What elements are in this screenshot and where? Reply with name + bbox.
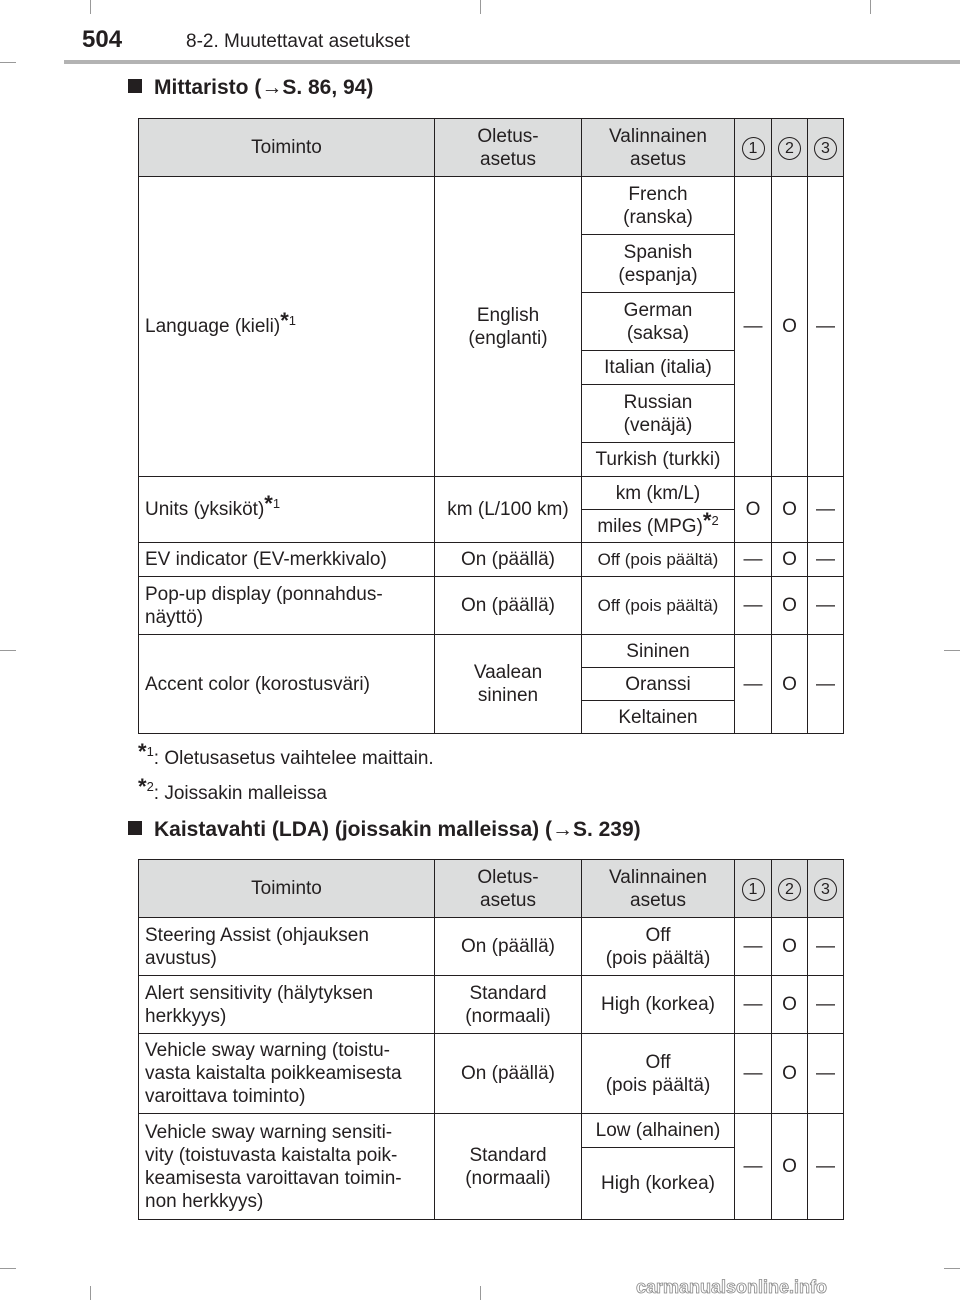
section-heading-text: Mittaristo (→S. 86, 94) <box>154 76 374 99</box>
header-text: Oletus- asetus <box>477 866 539 911</box>
footnote-ref: 1 <box>272 496 281 511</box>
footnote-2 <box>138 774 327 805</box>
chapter-title: 8-2. Muutettavat asetukset <box>186 31 410 52</box>
function-text: Steering Assist (ohjauksen avustus) <box>145 924 369 969</box>
footnote-star: * <box>280 308 289 333</box>
row-ev-function: EV indicator (EV-merkkivalo) <box>139 543 435 577</box>
option-cell: Off (pois päältä) <box>582 577 735 635</box>
option-text: miles (MPG) <box>597 515 703 537</box>
option-cell: Italian (italia) <box>582 351 735 385</box>
section-heading-mittaristo <box>128 76 373 100</box>
crop-mark <box>0 650 16 651</box>
mark-cell-2: O <box>772 1034 808 1114</box>
circled-two-icon: 2 <box>778 137 801 160</box>
default-text: Standard (normaali) <box>465 1144 551 1189</box>
row-sway-default: On (päällä) <box>435 1034 582 1114</box>
crop-mark <box>870 0 871 14</box>
column-header-optional <box>582 119 735 177</box>
mark-cell-2: O <box>772 635 808 734</box>
crop-mark <box>0 1268 16 1269</box>
function-text: Vehicle sway warning (toistu- vasta kaistalta poikkeamisesta varoittava toiminto) <box>145 1040 402 1107</box>
row-ev-default: On (päällä) <box>435 543 582 577</box>
mark-cell-3: — <box>808 1034 844 1114</box>
row-sway-sensitivity-default <box>435 1114 582 1220</box>
column-header-2 <box>772 119 808 177</box>
row-language-default <box>435 177 582 477</box>
default-text: Standard (normaali) <box>465 982 551 1027</box>
row-sway-function <box>139 1034 435 1114</box>
default-text: Vaalean sininen <box>473 662 543 706</box>
function-text: Alert sensitivity (hälytyksen herkkyys) <box>145 982 374 1027</box>
crop-mark <box>90 1286 91 1300</box>
mark-cell-3: — <box>808 543 844 577</box>
footnote-text: : Oletusasetus vaihtelee maittain. <box>153 748 434 769</box>
option-text: Off (pois päältä) <box>605 924 711 969</box>
watermark-text: carmanualsonline.info <box>636 1277 828 1297</box>
row-steering-function <box>139 918 435 976</box>
mark-cell-1: — <box>735 976 772 1034</box>
function-text: Units (yksiköt) <box>145 499 265 520</box>
column-header-2 <box>772 860 808 918</box>
square-bullet-icon <box>128 79 142 93</box>
option-cell: Spanish (espanja) <box>582 235 735 293</box>
mark-cell-3: — <box>808 477 844 543</box>
option-cell: German (saksa) <box>582 293 735 351</box>
mark-cell-2: O <box>772 976 808 1034</box>
option-cell: Sininen <box>582 635 735 668</box>
option-text: Off (pois päältä) <box>605 1051 711 1096</box>
page-number: 504 <box>82 26 123 53</box>
mark-cell-1: O <box>735 477 772 543</box>
column-header-function: Toiminto <box>139 119 435 177</box>
square-bullet-icon <box>128 821 142 835</box>
row-accent-function: Accent color (korostusväri) <box>139 635 435 734</box>
footnote-star: * <box>138 774 147 799</box>
footnote-star: * <box>264 491 273 516</box>
mark-cell-3: — <box>808 918 844 976</box>
option-cell: Low (alhainen) <box>582 1114 735 1148</box>
crop-mark <box>480 1286 481 1300</box>
column-header-default <box>435 119 582 177</box>
row-units-default: km (L/100 km) <box>435 477 582 543</box>
settings-table-mittaristo <box>138 118 844 734</box>
mark-cell-2: O <box>772 1114 808 1220</box>
header-text: Oletus- asetus <box>477 125 539 170</box>
option-cell: High (korkea) <box>582 1148 735 1220</box>
footnote-ref: 2 <box>711 512 719 528</box>
mark-cell-2: O <box>772 918 808 976</box>
mark-cell-3: — <box>808 976 844 1034</box>
footnote-num: 1 <box>146 744 154 759</box>
section-heading-text: Kaistavahti (LDA) (joissakin malleissa) (→S. 239) <box>154 818 641 841</box>
crop-mark <box>90 0 91 14</box>
circled-three-icon: 3 <box>814 878 837 901</box>
option-cell: French (ranska) <box>582 177 735 235</box>
mark-cell-1: — <box>735 635 772 734</box>
option-cell: Off (pois päältä) <box>582 543 735 577</box>
row-popup-default: On (päällä) <box>435 577 582 635</box>
column-header-3 <box>808 119 844 177</box>
crop-mark <box>480 0 481 14</box>
header-text: Valinnainen asetus <box>609 125 707 170</box>
watermark <box>636 1276 956 1298</box>
function-text: Language (kieli) <box>145 316 281 337</box>
row-steering-default: On (päällä) <box>435 918 582 976</box>
crop-mark <box>0 62 16 63</box>
mark-cell-1: — <box>735 1114 772 1220</box>
mark-cell-3: — <box>808 1114 844 1220</box>
footnote-1 <box>138 739 434 770</box>
option-cell: High (korkea) <box>582 976 735 1034</box>
footnote-star: * <box>702 507 712 533</box>
mark-cell-1: — <box>735 918 772 976</box>
circled-one-icon: 1 <box>742 878 765 901</box>
mark-cell-1: — <box>735 177 772 477</box>
circled-two-icon: 2 <box>778 878 801 901</box>
footnote-num: 2 <box>146 779 154 794</box>
mark-cell-2: O <box>772 543 808 577</box>
mark-cell-3: — <box>808 577 844 635</box>
option-cell <box>582 918 735 976</box>
row-alert-default <box>435 976 582 1034</box>
row-units-function <box>139 477 435 543</box>
option-cell: Oranssi <box>582 668 735 701</box>
option-cell: Keltainen <box>582 701 735 734</box>
option-cell <box>582 1034 735 1114</box>
column-header-1 <box>735 860 772 918</box>
section-heading-kaistavahti <box>128 818 641 842</box>
crop-mark <box>944 650 960 651</box>
option-cell: Russian (venäjä) <box>582 385 735 443</box>
header-text: Valinnainen asetus <box>609 866 707 911</box>
row-accent-default <box>435 635 582 734</box>
mark-cell-3: — <box>808 177 844 477</box>
row-popup-function <box>139 577 435 635</box>
header-rule <box>64 60 960 64</box>
footnote-text: : Joissakin malleissa <box>153 783 327 804</box>
circled-one-icon: 1 <box>742 137 765 160</box>
row-alert-function <box>139 976 435 1034</box>
option-cell: km (km/L) <box>582 477 735 510</box>
function-text: Pop-up display (ponnahdus- näyttö) <box>145 583 383 628</box>
column-header-optional <box>582 860 735 918</box>
mark-cell-2: O <box>772 177 808 477</box>
settings-table-kaistavahti <box>138 859 844 1220</box>
crop-mark <box>944 1268 960 1269</box>
footnote-star: * <box>138 739 147 764</box>
mark-cell-1: — <box>735 1034 772 1114</box>
column-header-function: Toiminto <box>139 860 435 918</box>
footnote-ref: 1 <box>288 313 296 328</box>
mark-cell-2: O <box>772 577 808 635</box>
circled-three-icon: 3 <box>814 137 837 160</box>
mark-cell-1: — <box>735 577 772 635</box>
column-header-3 <box>808 860 844 918</box>
mark-cell-2: O <box>772 477 808 543</box>
function-text: Vehicle sway warning sensiti- vity (toistuvasta kaistalta poik- keamisesta varoittavan toimin- non herkkyys) <box>145 1121 402 1212</box>
column-header-default <box>435 860 582 918</box>
column-header-1 <box>735 119 772 177</box>
option-cell: Turkish (turkki) <box>582 443 735 477</box>
row-sway-sensitivity-function <box>139 1114 435 1220</box>
option-cell <box>582 507 735 543</box>
mark-cell-3: — <box>808 635 844 734</box>
default-text: English (englanti) <box>468 304 548 349</box>
row-language-function <box>139 177 435 477</box>
mark-cell-1: — <box>735 543 772 577</box>
